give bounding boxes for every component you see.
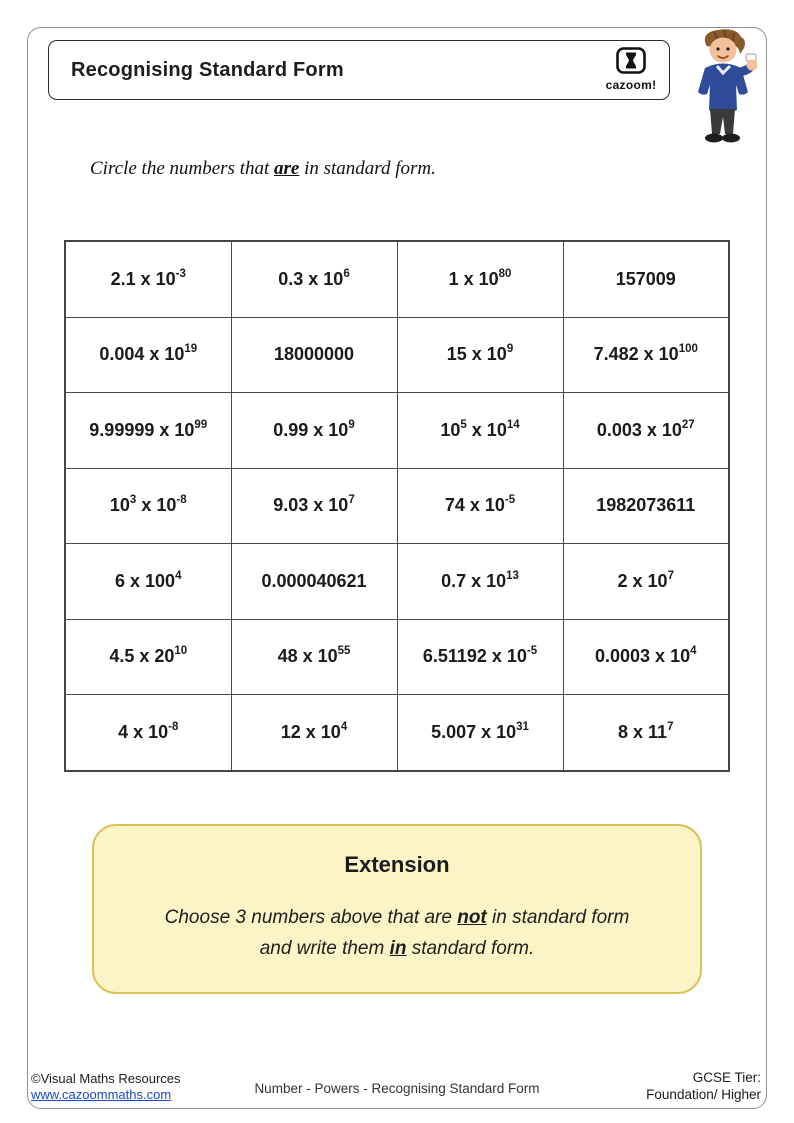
number-cell: 4 x $10^{-8}$	[65, 695, 231, 771]
number-cell: 0.000040621	[231, 544, 397, 620]
number-cell: 6 x $100^4$	[65, 544, 231, 620]
cazoom-logo-icon	[616, 61, 646, 78]
table-row	[65, 393, 729, 469]
tier-label: GCSE Tier:	[692, 1070, 761, 1085]
page-title: Recognising Standard Form	[71, 59, 344, 81]
number-cell: 1982073611	[563, 468, 729, 544]
number-cell: 2 x $10^7$	[563, 544, 729, 620]
number-cell: 0.003 x $10^{27}$	[563, 393, 729, 469]
table-row	[65, 241, 729, 317]
website-link[interactable]: www.cazoommaths.com	[31, 1087, 172, 1102]
extension-body	[94, 902, 700, 964]
number-cell: 1 x $10^{80}$	[397, 241, 563, 317]
instruction-text: Circle the numbers that are in standard form.	[90, 158, 436, 179]
number-cell: 4.5 x $20^{10}$	[65, 619, 231, 695]
number-cell: 2.1 x $10^{-3}$	[65, 241, 231, 317]
number-cell: 48 x $10^{55}$	[231, 619, 397, 695]
footer-tier-block	[646, 1069, 761, 1103]
table-row	[65, 619, 729, 695]
number-cell: $10^5$ x $10^{14}$	[397, 393, 563, 469]
number-cell: 9.99999 x $10^{99}$	[65, 393, 231, 469]
number-cell: 0.3 x $10^6$	[231, 241, 397, 317]
number-cell: 0.99 x $10^9$	[231, 393, 397, 469]
number-cell: 74 x $10^{-5}$	[397, 468, 563, 544]
cartoon-character	[684, 28, 766, 146]
number-cell: 8 x $11^7$	[563, 695, 729, 771]
number-cell: 0.0003 x $10^4$	[563, 619, 729, 695]
number-cell: 0.004 x $10^{19}$	[65, 317, 231, 393]
table-row	[65, 468, 729, 544]
number-cell: 157009	[563, 241, 729, 317]
number-cell: 7.482 x $10^{100}$	[563, 317, 729, 393]
cazoom-logo	[605, 47, 657, 92]
logo-text: cazoom!	[605, 78, 657, 92]
extension-box	[92, 824, 702, 994]
title-box	[48, 40, 670, 100]
table-row	[65, 544, 729, 620]
number-cell: $10^3$ x $10^{-8}$	[65, 468, 231, 544]
copyright-text: ©Visual Maths Resources	[31, 1071, 181, 1086]
tier-value: Foundation/ Higher	[646, 1087, 761, 1102]
table-row	[65, 695, 729, 771]
number-cell: 9.03 x $10^7$	[231, 468, 397, 544]
number-cell: 18000000	[231, 317, 397, 393]
number-cell: 15 x $10^9$	[397, 317, 563, 393]
numbers-table	[64, 240, 730, 772]
table-row	[65, 317, 729, 393]
footer-topic: Number - Powers - Recognising Standard Form	[254, 1081, 540, 1096]
numbers-table-body	[65, 241, 729, 771]
number-cell: 0.7 x $10^{13}$	[397, 544, 563, 620]
number-cell: 5.007 x $10^{31}$	[397, 695, 563, 771]
extension-line-2: and write them in standard form.	[259, 938, 535, 959]
extension-title: Extension	[344, 852, 450, 877]
number-cell: 6.51192 x $10^{-5}$	[397, 619, 563, 695]
extension-line-1: Choose 3 numbers above that are not in standard form	[164, 907, 630, 928]
worksheet-page	[27, 27, 767, 1109]
number-cell: 12 x $10^4$	[231, 695, 397, 771]
